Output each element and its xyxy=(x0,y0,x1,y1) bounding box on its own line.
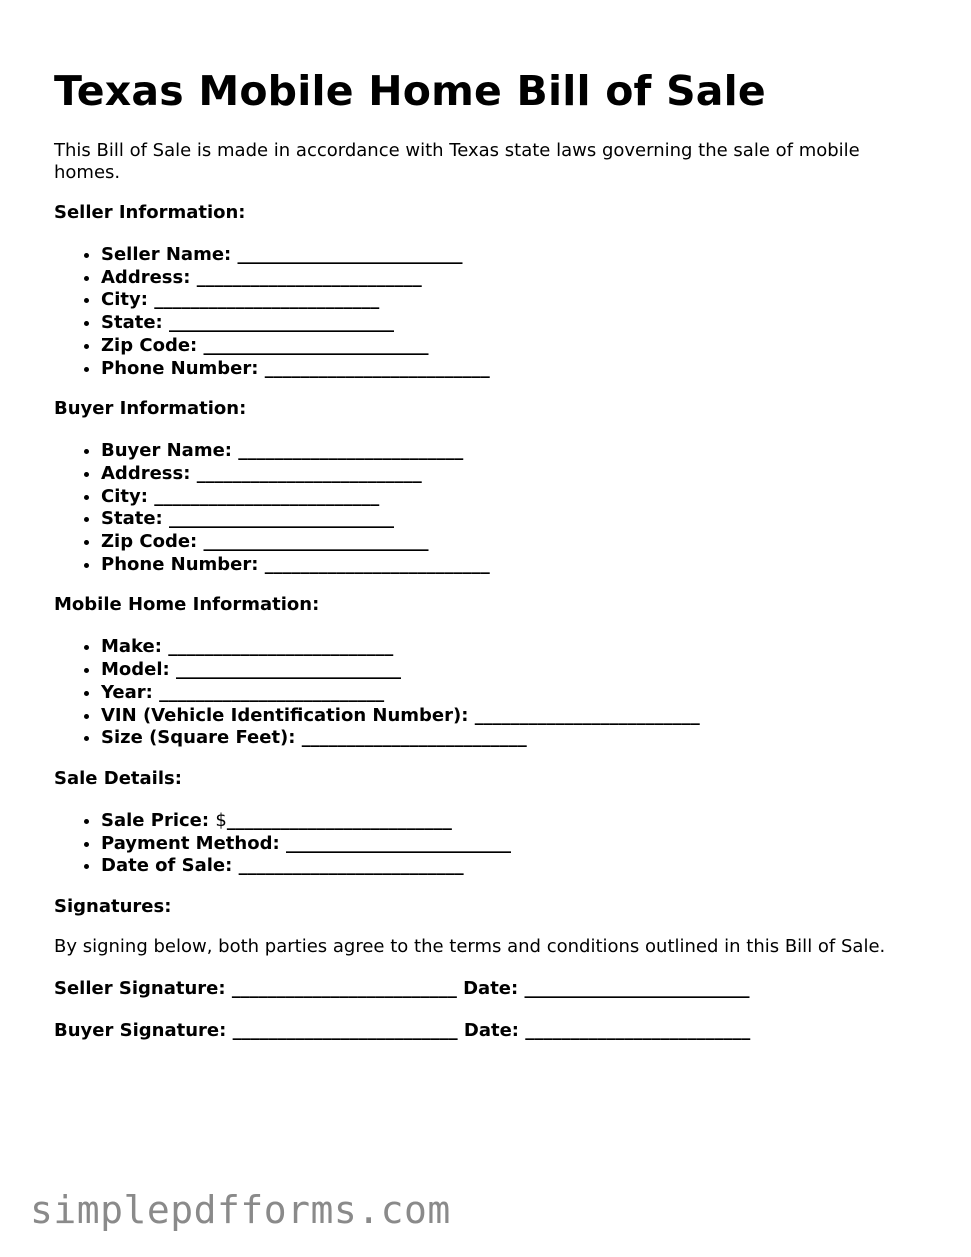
seller-city-blank[interactable]: _________________________ xyxy=(154,289,380,311)
buyer-city-blank[interactable]: _________________________ xyxy=(154,485,380,507)
buyer-phone-field: • Phone Number: _________________________ xyxy=(101,554,914,577)
seller-fields xyxy=(54,244,914,380)
bill-of-sale-form xyxy=(54,66,914,1042)
seller-date-blank[interactable]: _________________________ xyxy=(524,978,750,1000)
agreement-text: By signing below, both parties agree to the terms and conditions outlined in this Bill of Sale. xyxy=(54,936,886,958)
seller-zip-field: • Zip Code: _________________________ xyxy=(101,335,914,358)
currency-symbol: $ xyxy=(215,809,227,831)
buyer-city-field: • City: _________________________ xyxy=(101,486,914,509)
intro-text: This Bill of Sale is made in accordance with Texas state laws governing the sale of mobile homes. xyxy=(54,140,860,183)
home-size-field: • Size (Square Feet): _________________________ xyxy=(101,727,914,750)
home-fields xyxy=(54,636,914,750)
seller-phone-blank[interactable]: _________________________ xyxy=(264,357,490,379)
buyer-date-blank[interactable]: _________________________ xyxy=(525,1020,751,1042)
seller-city-field: • City: _________________________ xyxy=(101,289,914,312)
seller-section-heading: Seller Information: xyxy=(54,202,246,223)
buyer-zip-blank[interactable]: _________________________ xyxy=(203,531,429,553)
seller-name-blank[interactable]: _________________________ xyxy=(237,244,463,265)
payment-method-field: • Payment Method: _________________________ xyxy=(101,833,914,856)
sale-fields xyxy=(54,810,914,878)
home-section-heading: Mobile Home Information: xyxy=(54,594,320,616)
sale-price-field: • Sale Price: $_________________________ xyxy=(101,810,914,833)
watermark: simplepdfforms.com xyxy=(30,1188,451,1232)
payment-method-blank[interactable]: _________________________ xyxy=(285,832,511,854)
home-year-blank[interactable]: _________________________ xyxy=(159,681,385,703)
buyer-address-blank[interactable]: _________________________ xyxy=(196,462,422,484)
home-model-blank[interactable]: _________________________ xyxy=(176,659,402,681)
home-make-blank[interactable]: _________________________ xyxy=(168,636,394,658)
seller-zip-blank[interactable]: _________________________ xyxy=(203,334,429,356)
buyer-zip-field: • Zip Code: _________________________ xyxy=(101,531,914,554)
seller-signature-blank[interactable]: _________________________ xyxy=(231,978,457,1000)
buyer-signature-line: Buyer Signature: _________________________ Date: _________________________ xyxy=(54,1020,751,1042)
home-vin-field: • VIN (Vehicle Identification Number): _________________________ xyxy=(101,705,914,728)
buyer-section-heading: Buyer Information: xyxy=(54,398,247,420)
buyer-name-blank[interactable]: _________________________ xyxy=(238,440,464,462)
home-vin-blank[interactable]: _________________________ xyxy=(474,704,700,726)
home-size-blank[interactable]: _________________________ xyxy=(301,727,527,749)
buyer-signature-blank[interactable]: _________________________ xyxy=(232,1020,458,1042)
home-make-field: • Make: _________________________ xyxy=(101,636,914,659)
home-model-field: • Model: _________________________ xyxy=(101,659,914,682)
seller-phone-field: • Phone Number: _________________________ xyxy=(101,358,914,381)
date-of-sale-blank[interactable]: _________________________ xyxy=(238,855,464,877)
buyer-state-field: • State: _________________________ xyxy=(101,508,914,531)
buyer-name-field: • Buyer Name: _________________________ xyxy=(101,440,914,463)
buyer-state-blank[interactable]: _________________________ xyxy=(169,508,395,530)
sale-price-blank[interactable]: _________________________ xyxy=(226,809,452,831)
signatures-section-heading: Signatures: xyxy=(54,896,172,918)
seller-state-field: • State: _________________________ xyxy=(101,312,914,335)
buyer-phone-blank[interactable]: _________________________ xyxy=(264,553,490,575)
seller-name-field: • Seller Name: _________________________ xyxy=(101,244,914,267)
buyer-address-field: • Address: _________________________ xyxy=(101,463,914,486)
page-title: Texas Mobile Home Bill of Sale xyxy=(54,67,766,115)
buyer-fields xyxy=(54,440,914,576)
home-year-field: • Year: _________________________ xyxy=(101,682,914,705)
seller-address-blank[interactable]: _________________________ xyxy=(196,266,422,288)
seller-address-field: • Address: _________________________ xyxy=(101,267,914,290)
seller-state-blank[interactable]: _________________________ xyxy=(169,312,395,334)
sale-section-heading: Sale Details: xyxy=(54,767,182,789)
seller-signature-line: Seller Signature: _________________________ Date: _________________________ xyxy=(54,978,750,1000)
date-of-sale-field: • Date of Sale: _________________________ xyxy=(101,855,914,878)
